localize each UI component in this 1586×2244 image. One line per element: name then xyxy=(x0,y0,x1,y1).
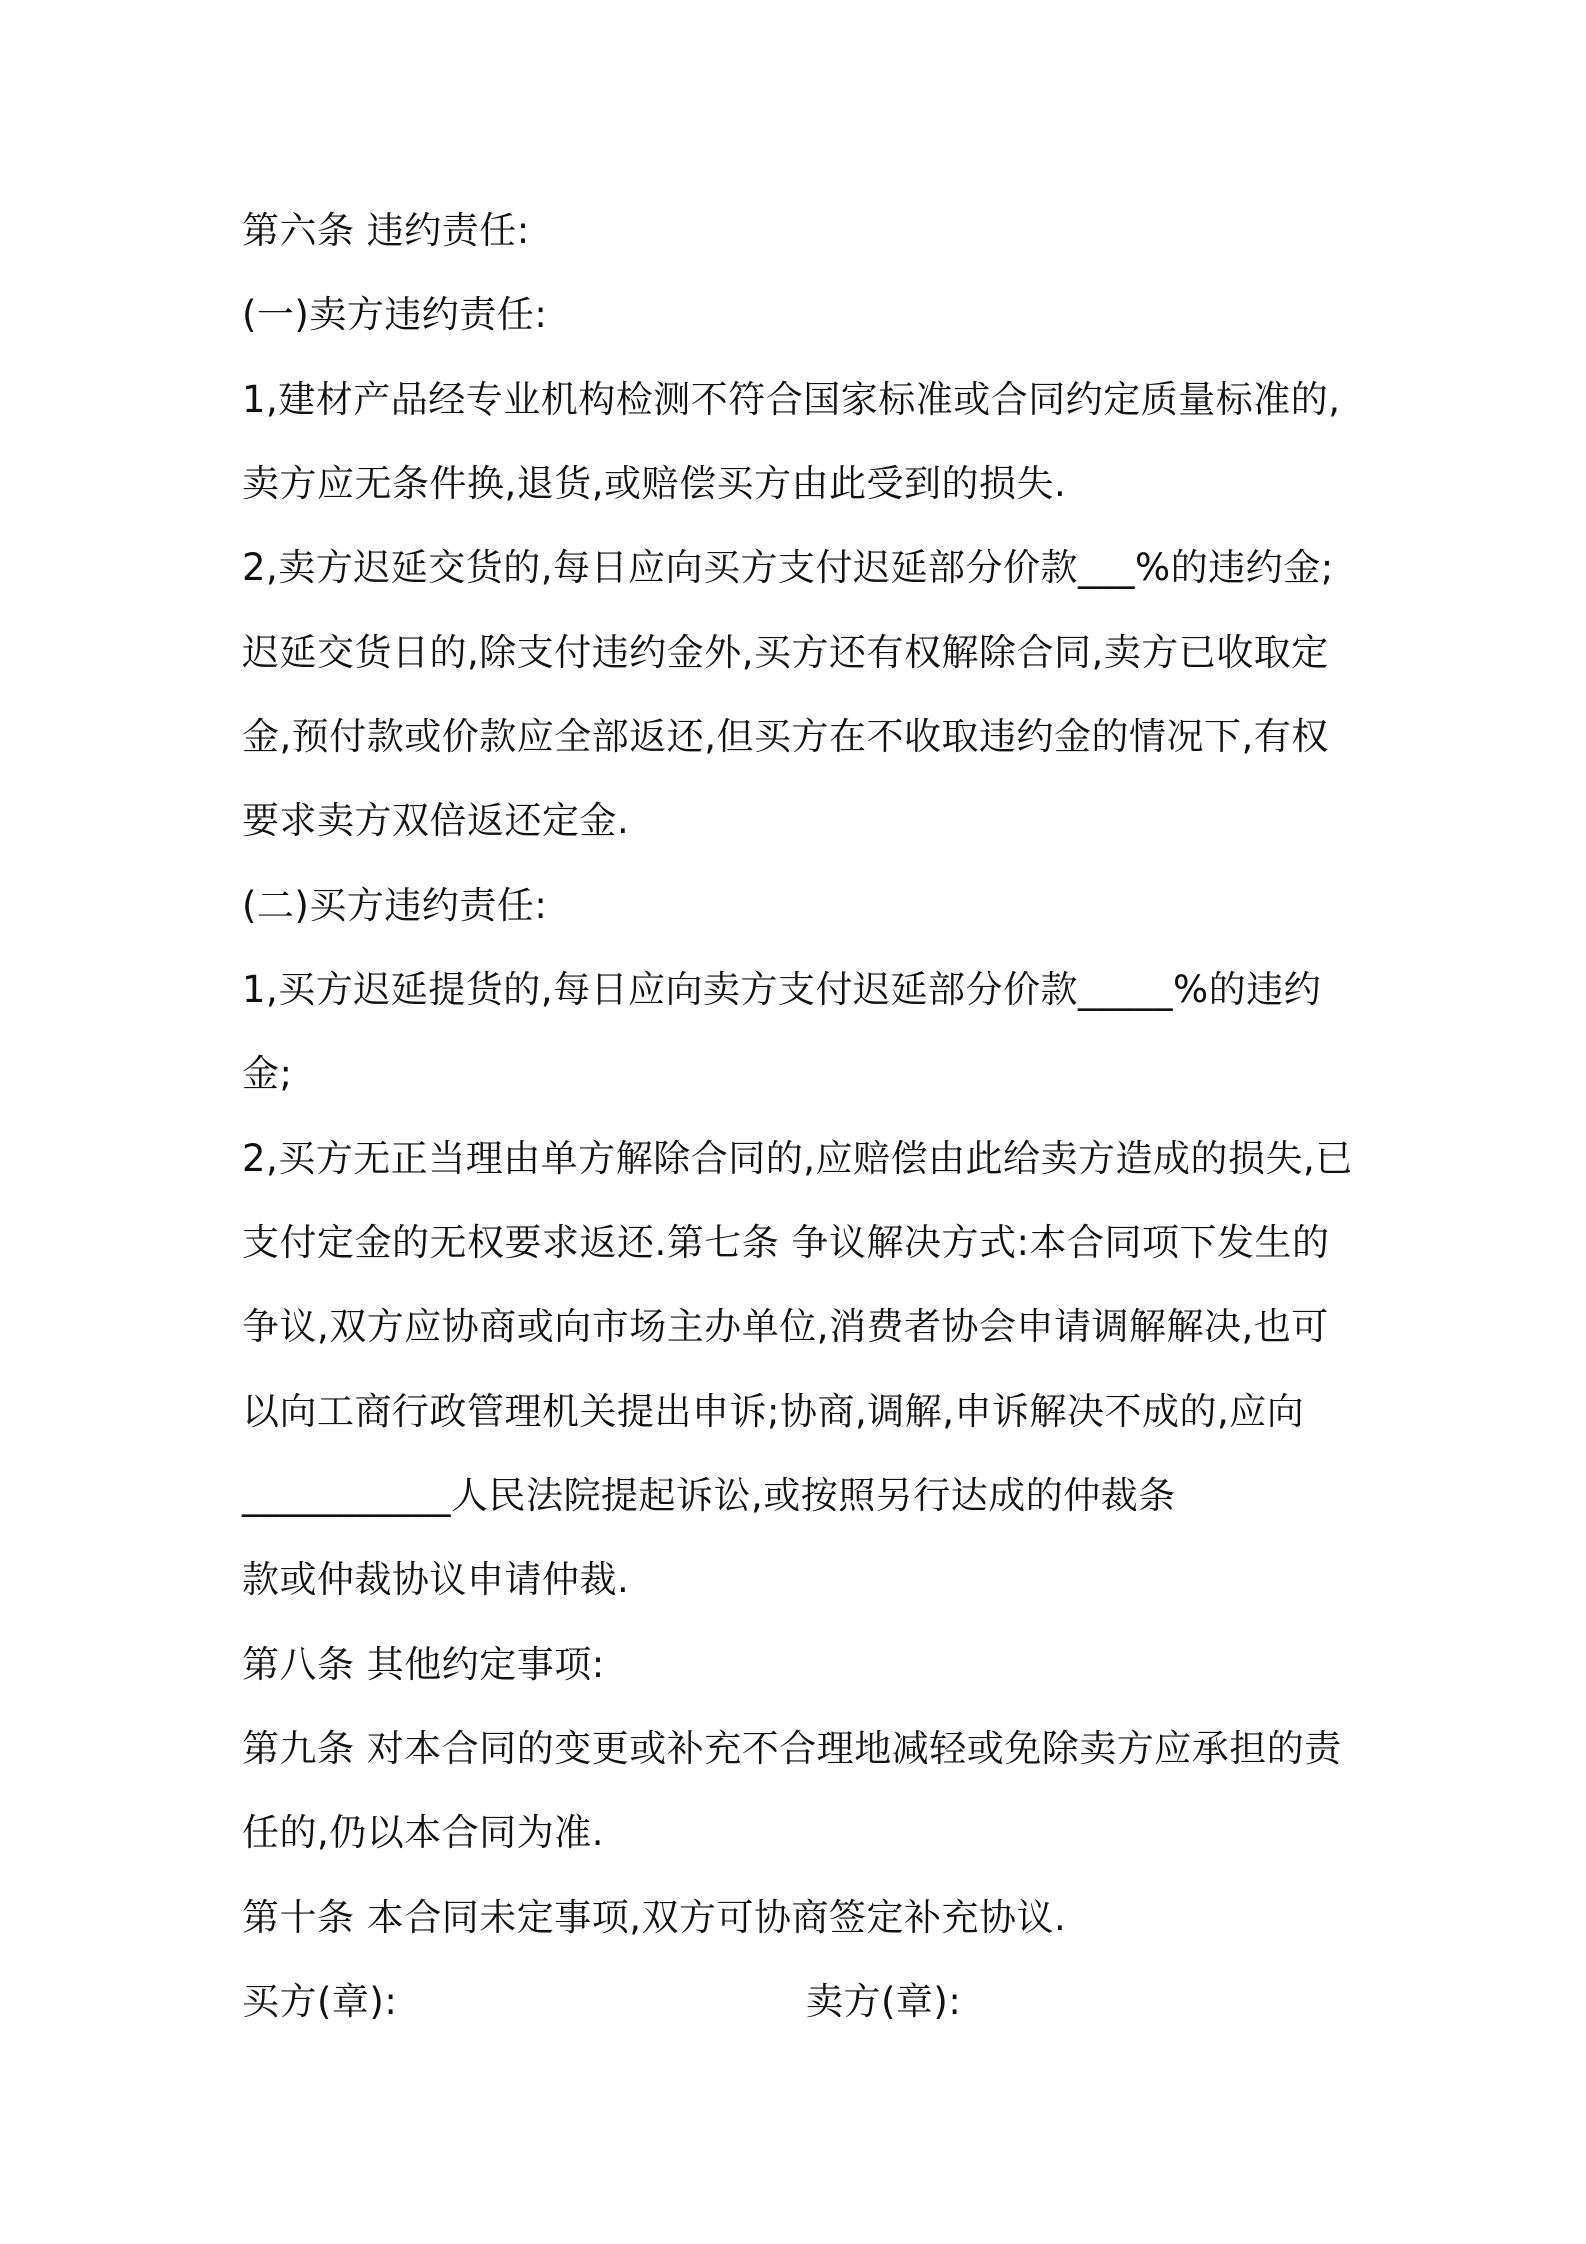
text-line: 1,买方迟延提货的,每日应向卖方支付迟延部分价款_____%的违约 xyxy=(242,968,1322,1011)
article-8-heading: 第八条 其他约定事项: xyxy=(242,1643,605,1686)
text-line: 要求卖方双倍返还定金. xyxy=(242,799,630,842)
article-6-heading: 第六条 违约责任: xyxy=(242,209,530,252)
text-line: 任的,仍以本合同为准. xyxy=(242,1811,605,1854)
text-line: ___________人民法院提起诉讼,或按照另行达成的仲裁条 xyxy=(242,1474,1176,1517)
text-line: 2,买方无正当理由单方解除合同的,应赔偿由此给卖方造成的损失,已 xyxy=(242,1137,1353,1180)
text-line: 争议,双方应协商或向市场主办单位,消费者协会申请调解解决,也可 xyxy=(242,1305,1329,1348)
seller-liability-heading: (一)卖方违约责任: xyxy=(242,293,548,336)
text-line: 卖方应无条件换,退货,或赔偿买方由此受到的损失. xyxy=(242,462,1067,505)
text-line: 款或仲裁协议申请仲裁. xyxy=(242,1558,630,1601)
buyer-liability-heading: (二)买方违约责任: xyxy=(242,884,548,927)
buyer-seal-label: 买方(章): xyxy=(242,1980,398,2023)
text-line: 2,卖方迟延交货的,每日应向买方支付迟延部分价款___%的违约金; xyxy=(242,546,1334,589)
seller-seal-label: 卖方(章): xyxy=(806,1980,962,2023)
article-10-text: 第十条 本合同未定事项,双方可协商签定补充协议. xyxy=(242,1896,1067,1939)
text-line: 1,建材产品经专业机构检测不符合国家标准或合同约定质量标准的, xyxy=(242,378,1341,421)
text-line: 以向工商行政管理机关提出申诉;协商,调解,申诉解决不成的,应向 xyxy=(242,1390,1305,1433)
text-line: 支付定金的无权要求返还.第七条 争议解决方式:本合同项下发生的 xyxy=(242,1221,1330,1264)
text-line: 迟延交货日的,除支付违约金外,买方还有权解除合同,卖方已收取定 xyxy=(242,631,1329,674)
text-line: 金; xyxy=(242,1052,293,1095)
text-line: 金,预付款或价款应全部返还,但买方在不收取违约金的情况下,有权 xyxy=(242,715,1329,758)
article-9-text: 第九条 对本合同的变更或补充不合理地减轻或免除卖方应承担的责 xyxy=(242,1727,1342,1770)
